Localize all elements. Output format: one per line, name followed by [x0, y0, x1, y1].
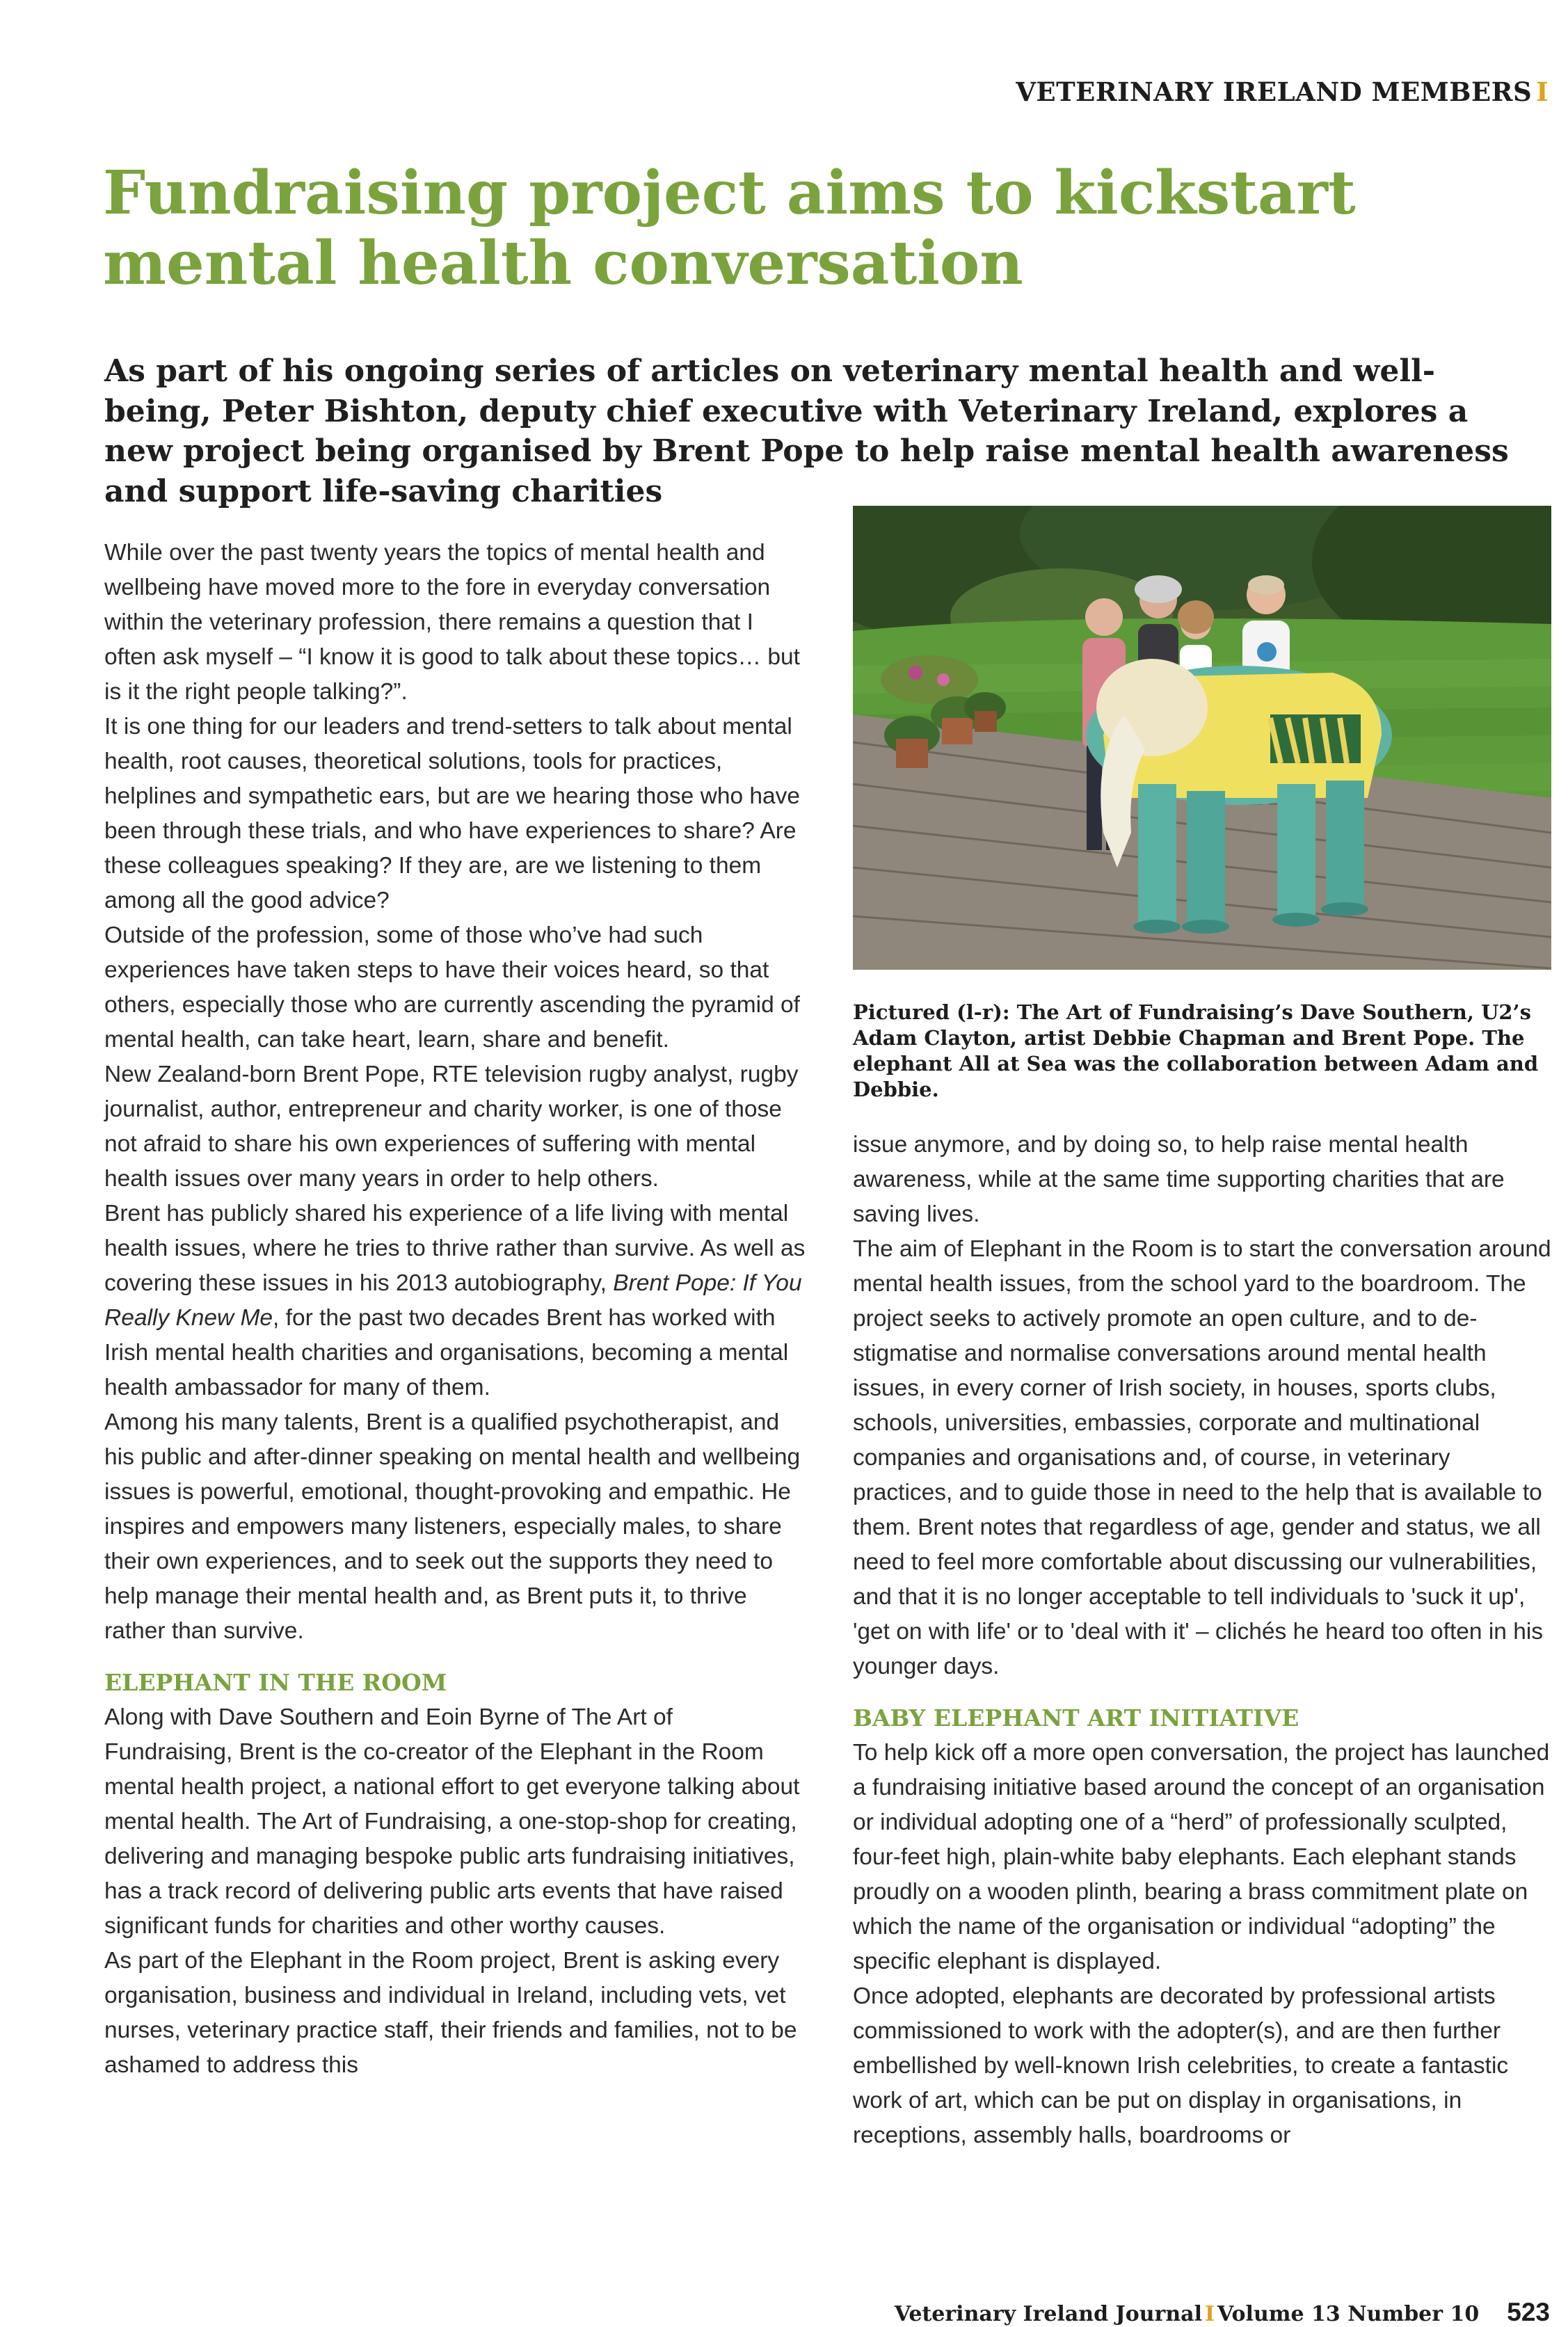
photo-illustration — [853, 506, 1551, 970]
paragraph: Among his many talents, Brent is a qualified psychotherapist, and his public and after-dinner speaking on mental health and wellbeing issues is powerful, emotional, thought-provoking and empathic. He inspires and empowers many listeners, especially males, to share their own experiences, and to seek out the supports they need to help manage their mental health and, as Brent puts it, to thrive rather than survive. — [104, 1409, 801, 1644]
paragraph: It is one thing for our leaders and trend-setters to talk about mental health, root causes, theoretical solutions, tools for practices, helplines and sympathetic ears, but are we hearing those who have been through these trials, and who have experiences to share? Are these colleagues speaking? If they are, are we listening to them among all the good advice? — [104, 714, 801, 913]
right-column — [853, 1128, 1551, 2153]
paragraph: Outside of the profession, some of those who’ve had such experiences have taken steps to have their voices heard, so that others, especially those who are currently ascending the pyramid of mental health, can take heart, learn, share and benefit. — [104, 922, 800, 1053]
paragraph: Once adopted, elephants are decorated by professional artists commissioned to work with the adopter(s), and are then further embellished by well-known Irish celebrities, to create a fantastic work of art, which can be put on display in organisations, in receptions, assembly halls, boardrooms or — [853, 1983, 1509, 2148]
paragraph: To help kick off a more open conversation, the project has launched a fundraising initiative based around the concept of an organisation or individual adopting one of a “herd” of professionally sculpted, four-feet high, plain-white baby elephants. Each elephant stands proudly on a wooden plinth, bearing a brass commitment plate on which the name of the organisation or individual “adopting” the specific elephant is displayed. — [853, 1740, 1550, 1974]
journal-name: Veterinary Ireland Journal — [894, 2302, 1202, 2326]
paragraph: Along with Dave Southern and Eoin Byrne of The Art of Fundraising, Brent is the co-creator of the Elephant in the Room mental health project, a national effort to get everyone talking about mental health. The Art of Fundraising, a one-stop-shop for creating, delivering and managing bespoke public arts fundraising initiatives, has a track record of delivering public arts events that have raised significant funds for charities and other worthy causes. — [104, 1704, 800, 1939]
section-separator: I — [1536, 77, 1549, 107]
footer-separator: I — [1204, 2302, 1215, 2326]
article-title: Fundraising project aims to kickstart mental health conversation — [103, 158, 1356, 298]
issue-info: Volume 13 Number 10 — [1217, 2302, 1480, 2326]
paragraph: While over the past twenty years the topics of mental health and wellbeing have moved more to the fore in everyday conversation within the veterinary profession, there remains a question that I often ask myself – “I know it is good to talk about these topics… but is it the right people talking?”. — [104, 540, 800, 705]
section-label — [1016, 77, 1549, 107]
paragraph: As part of the Elephant in the Room project, Brent is asking every organisation, business and individual in Ireland, including vets, vet nurses, veterinary practice staff, their friends and families, not to be ashamed to address this — [104, 1948, 797, 2078]
text-run: , for the past two decades Brent has worked with Irish mental health charities and organisations, becoming a mental health ambassador for many of them. — [104, 1305, 789, 1400]
paragraph — [104, 1197, 807, 1405]
section-heading: BABY ELEPHANT ART INITIATIVE — [853, 1704, 1299, 1732]
page-number: 523 — [1507, 2298, 1550, 2326]
paragraph: New Zealand-born Brent Pope, RTE television rugby analyst, rugby journalist, author, entrepreneur and charity worker, is one of those not afraid to share his own experiences of suffering with mental health issues over many years in order to help others. — [104, 1062, 799, 1192]
section-label-text: VETERINARY IRELAND MEMBERS — [1016, 77, 1533, 107]
paragraph: issue anymore, and by doing so, to help raise mental health awareness, while at the same time supporting charities that are saving lives. — [853, 1132, 1505, 1227]
spacer — [104, 1649, 807, 1665]
article-photo — [853, 506, 1551, 970]
article-standfirst: As part of his ongoing series of articles on veterinary mental health and well-being, Peter Bishton, deputy chief executive with Veterinary Ireland, explores a new project being organised by Brent Pope to help raise mental health awareness and support life-saving charities — [104, 353, 1509, 509]
photo-caption: Pictured (l-r): The Art of Fundraising’s Dave Southern, U2’s Adam Clayton, artist Debbie Chapman and Brent Pope. The elephant All at Sea was the collaboration between Adam and Debbie. — [853, 1000, 1539, 1101]
spacer — [853, 1684, 1551, 1701]
paragraph: The aim of Elephant in the Room is to start the conversation around mental health issues, from the school yard to the boardroom. The project seeks to actively promote an open culture, and to de-stigmatise and normalise conversations around mental health issues, in every corner of Irish society, in houses, sports clubs, schools, universities, embassies, corporate and multinational companies and organisations and, of course, in veterinary practices, and to guide those in need to the help that is available to them. Brent notes that regardless of age, gender and status, we all need to feel more comfortable about discussing our vulnerabilities, and that it is no longer acceptable to tell individuals to 'suck it up', 'get on with life' or to 'deal with it' – clichés he heard too often in his younger days. — [853, 1236, 1551, 1679]
page-footer — [895, 2298, 1550, 2327]
text-run: Brent has publicly shared his experience of a life living with mental health issues, where he tries to thrive rather than survive. As well as covering these issues in his 2013 autobiography, — [104, 1201, 806, 1296]
left-column — [104, 536, 807, 2083]
section-heading: ELEPHANT IN THE ROOM — [104, 1669, 447, 1696]
book-title: Brent Pope: If You Really Knew Me — [104, 1270, 802, 1331]
